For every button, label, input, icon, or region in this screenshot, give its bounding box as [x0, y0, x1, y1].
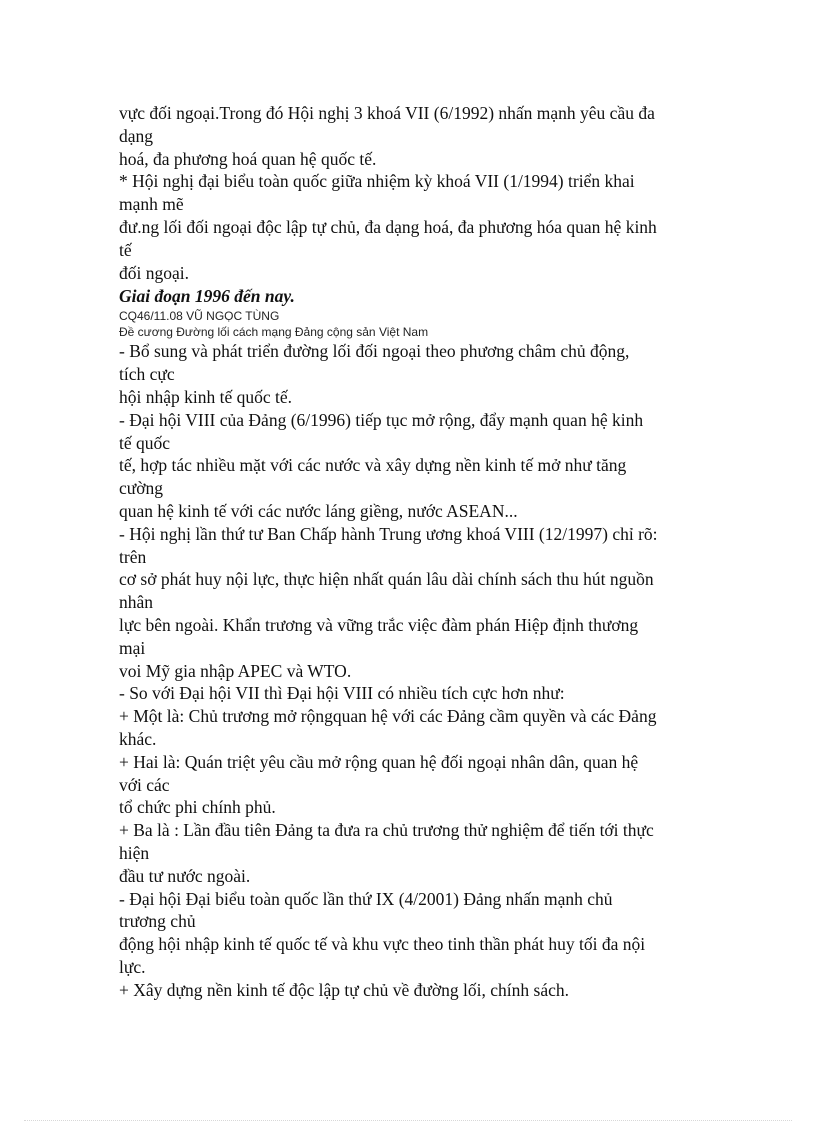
document-subtitle-line: Đề cương Đường lối cách mạng Đảng cộng sản Việt Nam: [119, 325, 429, 340]
text-line: tích cực: [119, 364, 175, 385]
intro-paragraph-block: [119, 102, 699, 284]
text-line: hội nhập kinh tế quốc tế.: [119, 386, 293, 407]
text-line: trên: [119, 546, 147, 567]
text-line: + Ba là : Lần đầu tiên Đảng ta đưa ra chủ trương thử nghiệm để tiến tới thực: [119, 820, 654, 841]
text-line: trương chủ: [119, 911, 196, 932]
text-line: vực đối ngoại.Trong đó Hội nghị 3 khoá VII (6/1992) nhấn mạnh yêu cầu đa: [119, 103, 655, 123]
text-line: lực bên ngoài. Khẩn trương và vững trắc việc đàm phán Hiệp định thương: [119, 614, 639, 635]
text-line: + Hai là: Quán triệt yêu cầu mở rộng quan hệ đối ngoại nhân dân, quan hệ: [119, 751, 639, 772]
text-line: tế: [119, 239, 132, 260]
text-line: đư.ng lối đối ngoại độc lập tự chủ, đa dạng hoá, đa phương hóa quan hệ kinh: [119, 216, 657, 237]
text-line: * Hội nghị đại biểu toàn quốc giữa nhiệm kỳ khoá VII (1/1994) triển khai: [119, 171, 635, 192]
main-paragraph-block: [119, 340, 699, 1001]
header-stamp-block: [119, 308, 699, 340]
text-line: voi Mỹ gia nhập APEC và WTO.: [119, 660, 352, 681]
text-line: cơ sở phát huy nội lực, thực hiện nhất quán lâu dài chính sách thu hút nguồn: [119, 569, 654, 590]
text-line: - Đại hội VIII của Đảng (6/1996) tiếp tục mở rộng, đẩy mạnh quan hệ kinh: [119, 409, 644, 430]
text-line: cường: [119, 478, 164, 499]
section-heading: Giai đoạn 1996 đến nay.: [119, 286, 295, 307]
text-line: - Đại hội Đại biểu toàn quốc lần thứ IX (4/2001) Đảng nhấn mạnh chủ: [119, 888, 613, 909]
text-line: - So với Đại hội VII thì Đại hội VIII có nhiều tích cực hơn như:: [119, 683, 565, 704]
page-bottom-divider: [24, 1120, 792, 1121]
text-line: đối ngoại.: [119, 262, 189, 283]
text-line: với các: [119, 774, 170, 795]
text-line: đầu tư nước ngoài.: [119, 865, 251, 886]
text-line: lực.: [119, 956, 146, 977]
text-line: tổ chức phi chính phủ.: [119, 797, 276, 818]
text-line: nhân: [119, 592, 154, 613]
text-line: hoá, đa phương hoá quan hệ quốc tế.: [119, 148, 377, 169]
text-line: quan hệ kinh tế với các nước láng giềng, nước ASEAN...: [119, 500, 518, 521]
author-code-line: CQ46/11.08 VŨ NGỌC TÙNG: [119, 309, 280, 324]
text-line: mạnh mẽ: [119, 194, 184, 215]
text-line: dạng: [119, 125, 154, 146]
text-line: tế quốc: [119, 432, 171, 453]
text-line: khác.: [119, 728, 157, 749]
text-line: tế, hợp tác nhiều mặt với các nước và xây dựng nền kinh tế mở như tăng: [119, 455, 627, 476]
text-line: - Hội nghị lần thứ tư Ban Chấp hành Trung ương khoá VIII (12/1997) chỉ rõ:: [119, 523, 658, 544]
text-line: hiện: [119, 842, 150, 863]
text-line: động hội nhập kinh tế quốc tế và khu vực theo tinh thần phát huy tối đa nội: [119, 934, 646, 955]
text-line: + Xây dựng nền kinh tế độc lập tự chủ về đường lối, chính sách.: [119, 979, 569, 1000]
text-line: - Bổ sung và phát triển đường lối đối ngoại theo phương châm chủ động,: [119, 341, 630, 362]
document-body: [119, 102, 699, 1001]
text-line: + Một là: Chủ trương mở rộngquan hệ với các Đảng cầm quyền và các Đảng: [119, 706, 657, 727]
text-line: mại: [119, 637, 146, 658]
